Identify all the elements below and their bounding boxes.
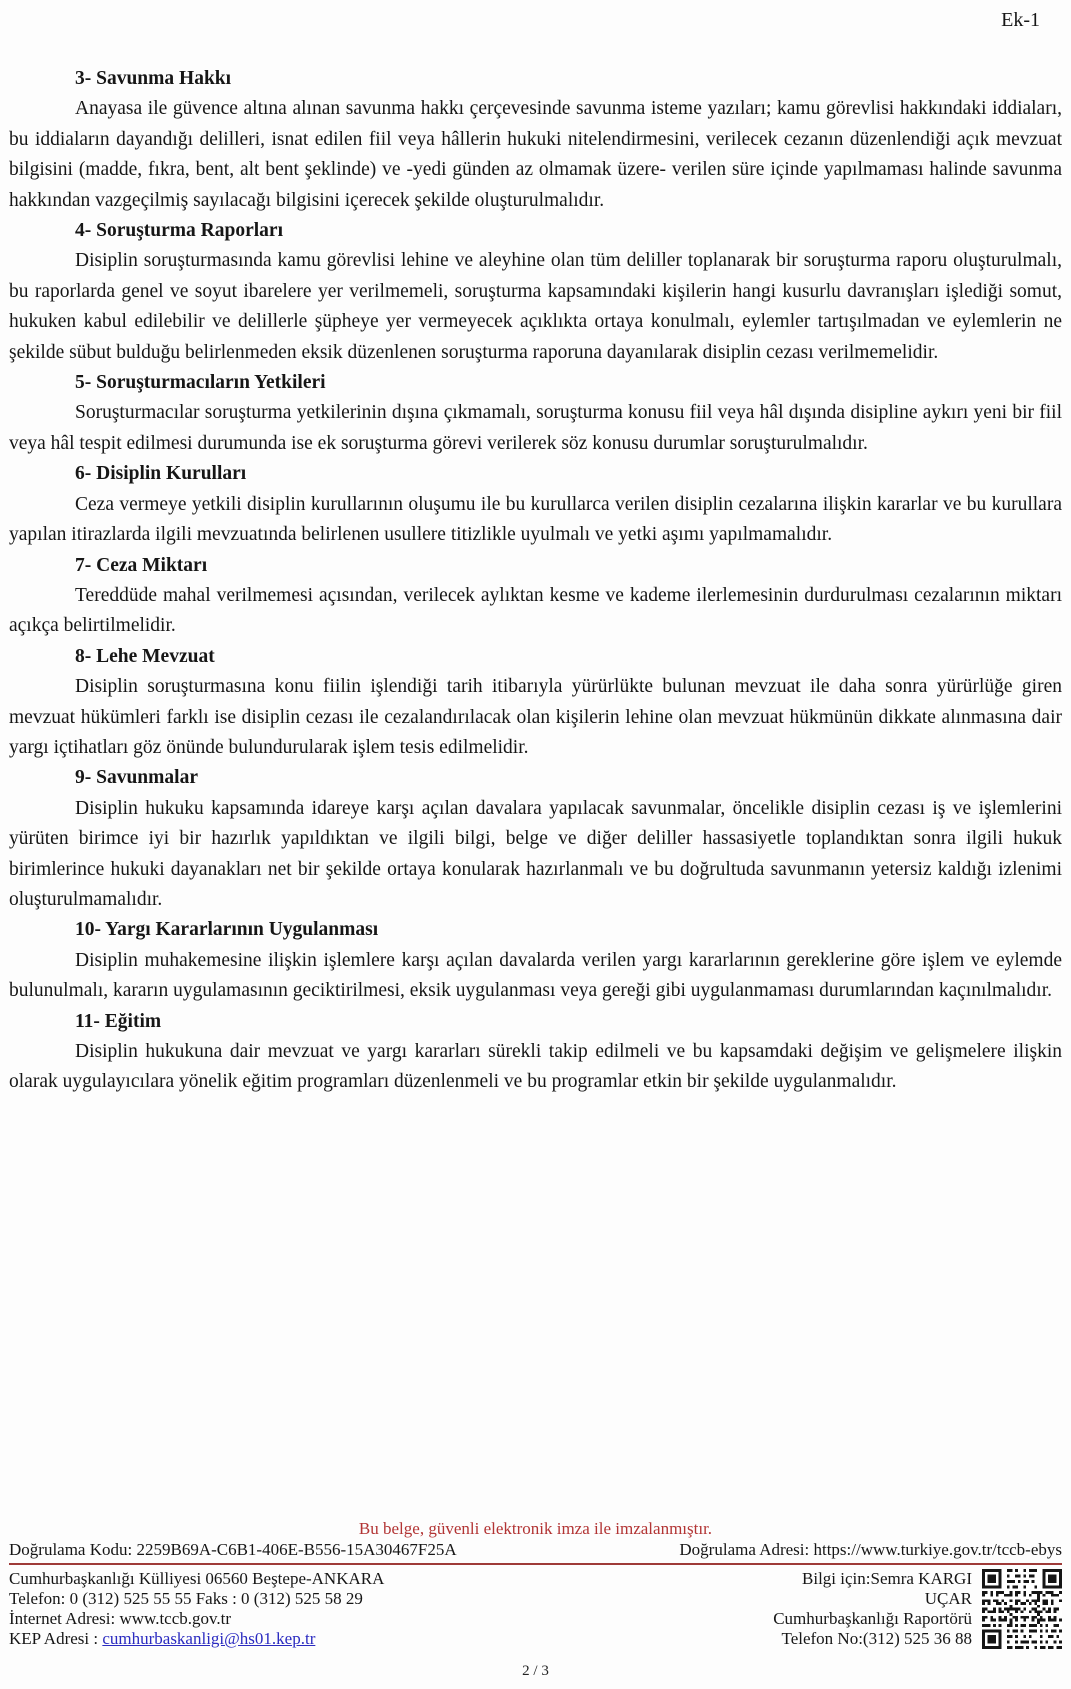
section-7 xyxy=(9,551,1062,642)
section-9-heading: 9- Savunmalar xyxy=(75,767,198,789)
section-3 xyxy=(9,64,1062,216)
section-8-heading: 8- Lehe Mevzuat xyxy=(75,645,215,667)
postal-address: Cumhurbaşkanlığı Külliyesi 06560 Beştepe-ANKARA xyxy=(9,1569,385,1588)
qr-code-icon xyxy=(982,1569,1062,1649)
section-11-heading: 11- Eğitim xyxy=(75,1010,162,1032)
verification-row xyxy=(9,1540,1062,1565)
section-10 xyxy=(9,915,1062,1006)
section-11 xyxy=(9,1007,1062,1098)
section-7-paragraph: Tereddüde mahal verilmemesi açısından, verilecek aylıktan kesme ve kademe ilerlemesinin durdurulması cezalarının miktarı açıkça belirtilmelidir. xyxy=(9,584,1062,637)
section-5-heading: 5- Soruşturmacıların Yetkileri xyxy=(75,372,326,394)
section-4-paragraph: Disiplin soruşturmasında kamu görevlisi lehine ve aleyhine olan tüm deliller toplanarak bir soruşturma raporu oluşturulmalı, bu raporlarda genel ve soyut ibarelere yer verilmemeli, soruşturma kapsamındaki kişilerin hangi kusurlu davranışları işlediği somut, hukuken kabul edilebilir ve delillerle şüpheye yer vermeyecek açıklıkta ortaya konulmalı, eylemler tartışılmadan ve eylemlerin ne şekilde sübut bulduğu belirlenmeden eksik düzenlenen soruşturma raporuna dayanılarak disiplin cezası verilmemelidir. xyxy=(9,250,1062,363)
footer-columns xyxy=(9,1569,1062,1649)
contact-block xyxy=(773,1569,1062,1649)
kep-email-link[interactable]: cumhurbaskanligi@hs01.kep.tr xyxy=(102,1629,316,1648)
document-body xyxy=(9,64,1062,1098)
section-9 xyxy=(9,763,1062,915)
document-content xyxy=(9,8,1062,1098)
annex-label: Ek-1 xyxy=(1001,9,1040,31)
section-6-paragraph: Ceza vermeye yetkili disiplin kurullarının oluşumu ile bu kurullarca verilen disiplin cezalarına ilişkin kararlar ve bu kurullara yapılan itirazlarda ilgili mevzuatında belirlenen usullere titizlikle uyulmalı ve yetki aşımı yapılmamalıdır. xyxy=(9,493,1062,546)
verification-address: Doğrulama Adresi: https://www.turkiye.gov.tr/tccb-ebys xyxy=(679,1540,1062,1559)
contact-surname-line: UÇAR xyxy=(924,1589,972,1608)
section-8-paragraph: Disiplin soruşturmasına konu fiilin işlendiği tarih itibarıyla yürürlükte bulunan mevzuat ile daha sonra yürürlüğe giren mevzuat hükümleri farklı ise disiplin cezası ile cezalandırılacak olan kişilerin lehine olan mevzuat hükmünün dikkate alınmasına dair yargı içtihatları göz önünde bulundurularak işlem tesis edilmelidir. xyxy=(9,676,1062,758)
kep-address-line xyxy=(9,1629,384,1649)
phone-fax: Telefon: 0 (312) 525 55 55 Faks : 0 (312) 525 58 29 xyxy=(9,1589,363,1608)
section-10-heading: 10- Yargı Kararlarının Uygulanması xyxy=(75,919,379,941)
section-4-heading: 4- Soruşturma Raporları xyxy=(75,220,283,242)
section-5 xyxy=(9,368,1062,459)
section-3-paragraph: Anayasa ile güvence altına alınan savunma hakkı çerçevesinde savunma isteme yazıları; kamu görevlisi hakkındaki iddiaları, bu iddiaların dayandığı delilleri, isnat edilen fiil veya hâllerin hukuki nitelendirmesini, verilecek cezanın düzenlendiği açık mevzuat bilgisini (madde, fıkra, bent, alt bent şeklinde) ve -yedi günden az olmamak üzere- verilen süre içinde yapılmaması halinde savunma hakkından vazgeçilmiş sayılacağı bilgisini içerecek şekilde oluşturulmalıdır. xyxy=(9,98,1062,211)
section-6-heading: 6- Disiplin Kurulları xyxy=(75,463,247,485)
section-3-heading: 3- Savunma Hakkı xyxy=(75,68,232,89)
section-5-paragraph: Soruşturmacılar soruşturma yetkilerinin dışına çıkmamalı, soruşturma konusu fiil veya hâl dışında disipline aykırı yeni bir fiil veya hâl tespit edilmesi durumunda ise ek soruşturma görevi verilerek söz konusu durumlar soruşturulmalıdır. xyxy=(9,402,1062,454)
verification-code: Doğrulama Kodu: 2259B69A-C6B1-406E-B556-15A30467F25A xyxy=(9,1540,457,1559)
sender-address-block xyxy=(9,1569,384,1649)
section-9-paragraph: Disiplin hukuku kapsamında idareye karşı açılan davalara yapılacak savunmalar, öncelikle disiplin cezası iş ve işlemlerini yürüten birimce iyi bir hazırlık yapıldıktan ve ilgili bilgi, belge ve diğer deliller hassasiyetle toplandıktan sonra ilgili hukuk birimlerince hukuki dayanakları net bir şekilde ortaya konularak hazırlanmalı ve bu doğrultuda savunmanın yetersiz kaldığı izlenimi oluşturulmamalıdır. xyxy=(9,797,1062,910)
kep-label: KEP Adresi : xyxy=(9,1629,103,1648)
document-footer xyxy=(9,1519,1062,1681)
internet-address: İnternet Adresi: www.tccb.gov.tr xyxy=(9,1609,232,1628)
section-10-paragraph: Disiplin muhakemesine ilişkin işlemlere karşı açılan davalarda verilen yargı kararlarının gereklerine göre işlem ve eylemde bulunulmalı, kararın uygulamasının geciktirilmesi, eksik uygulanması veya gereği gibi uygulanmaması durumlarından kaçınılmalıdır. xyxy=(9,949,1062,1002)
contact-title-line: Cumhurbaşkanlığı Raportörü xyxy=(773,1609,972,1628)
contact-info-line: Bilgi için:Semra KARGI xyxy=(802,1569,972,1588)
section-11-paragraph: Disiplin hukukuna dair mevzuat ve yargı kararları sürekli takip edilmeli ve bu kapsamdaki değişim ve gelişmelere ilişkin olarak uygulayıcılara yönelik eğitim programları düzenlenmeli ve bu programlar etkin bir şekilde uygulanmalıdır. xyxy=(9,1041,1062,1093)
section-8 xyxy=(9,642,1062,764)
contact-person xyxy=(773,1569,972,1649)
section-6 xyxy=(9,459,1062,550)
section-7-heading: 7- Ceza Miktarı xyxy=(75,554,208,576)
e-signature-notice: Bu belge, güvenli elektronik imza ile imzalanmıştır. xyxy=(358,1519,713,1538)
section-4 xyxy=(9,216,1062,368)
contact-phone-line: Telefon No:(312) 525 36 88 xyxy=(781,1629,972,1648)
page-number: 2 / 3 xyxy=(522,1663,549,1679)
